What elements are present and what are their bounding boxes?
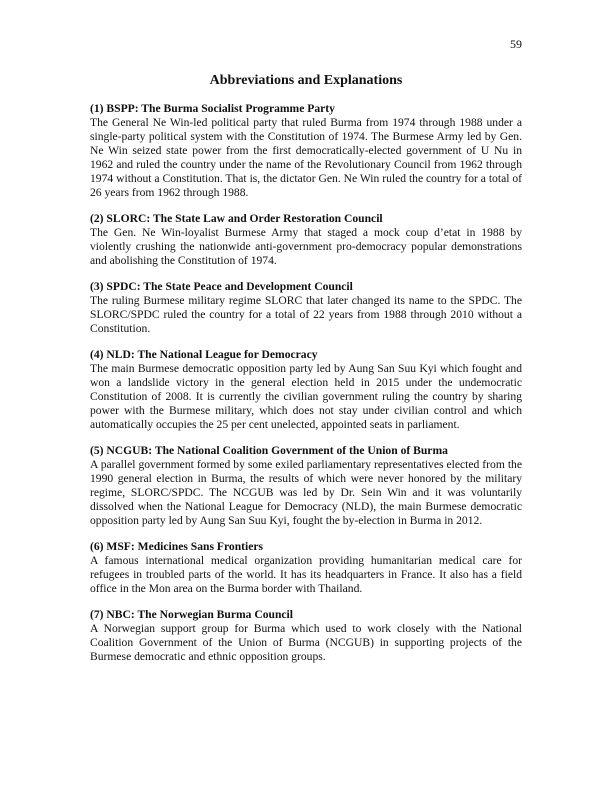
- entry-body: The ruling Burmese military regime SLORC that later changed its name to the SPDC. The SLORC/SPDC ruled the country for a total of 22 years from 1988 through 2010 without a Constitution.: [90, 294, 522, 335]
- entry-body: The main Burmese democratic opposition party led by Aung San Suu Kyi which fought and won a landslide victory in the general election held in 2015 under the undemocratic Constitution of 2008. It is currently the civilian government ruling the country by sharing power with the Burmese military, which does not stay under civilian control and which automatically occupies the 25 per cent unelected, appointed seats in parliament.: [90, 362, 522, 431]
- page-title: Abbreviations and Explanations: [209, 73, 403, 88]
- entry-body: The Gen. Ne Win-loyalist Burmese Army that staged a mock coup d’etat in 1988 by violently crushing the nationwide anti-government pro-democracy popular demonstrations and abolishing the Constitution of 1974.: [90, 226, 522, 267]
- entry-heading: (1) BSPP: The Burma Socialist Programme Party: [90, 102, 335, 115]
- abbreviation-entry-ncgub: [90, 444, 522, 528]
- abbreviation-entry-spdc: [90, 280, 522, 336]
- entry-body: A parallel government formed by some exiled parliamentary representatives elected from the 1990 general election in Burma, the results of which were never honored by the military regime, SLORC/SPDC. The NCGUB was led by Dr. Sein Win and it was voluntarily dissolved when the National League for Democracy (NLD), the main Burmese democratic opposition party led by Aung San Suu Kyi, fought the by-election in Burma in 2012.: [90, 458, 522, 527]
- entry-heading: (6) MSF: Medicines Sans Frontiers: [90, 540, 264, 553]
- page-number: 59: [510, 37, 522, 51]
- abbreviation-entry-bspp: [90, 102, 522, 200]
- abbreviation-entry-msf: [90, 540, 522, 596]
- entry-heading: (7) NBC: The Norwegian Burma Council: [90, 608, 293, 621]
- abbreviation-entry-slorc: [90, 212, 522, 268]
- entry-heading: (2) SLORC: The State Law and Order Restoration Council: [90, 212, 383, 225]
- entry-heading: (3) SPDC: The State Peace and Development Council: [90, 280, 353, 293]
- entry-body: A Norwegian support group for Burma which used to work closely with the National Coalition Government of the Union of Burma (NCGUB) in supporting projects of the Burmese democratic and ethnic opposition groups.: [90, 622, 522, 663]
- abbreviation-entry-nld: [90, 348, 522, 432]
- abbreviation-list: [90, 102, 522, 676]
- entry-heading: (5) NCGUB: The National Coalition Government of the Union of Burma: [90, 444, 448, 457]
- entry-body: The General Ne Win-led political party that ruled Burma from 1974 through 1988 under a single-party political system with the Constitution of 1974. The Burmese Army led by Gen. Ne Win seized state power from the first democratically-elected government of U Nu in 1962 and ruled the country under the name of the Revolutionary Council from 1962 through 1974 without a Constitution. That is, the dictator Gen. Ne Win ruled the country for a total of 26 years from 1962 through 1988.: [90, 116, 522, 199]
- entry-heading: (4) NLD: The National League for Democracy: [90, 348, 318, 361]
- abbreviation-entry-nbc: [90, 608, 522, 664]
- entry-body: A famous international medical organization providing humanitarian medical care for refugees in troubled parts of the world. It has its headquarters in France. It also has a field office in the Mon area on the Burma border with Thailand.: [90, 554, 522, 595]
